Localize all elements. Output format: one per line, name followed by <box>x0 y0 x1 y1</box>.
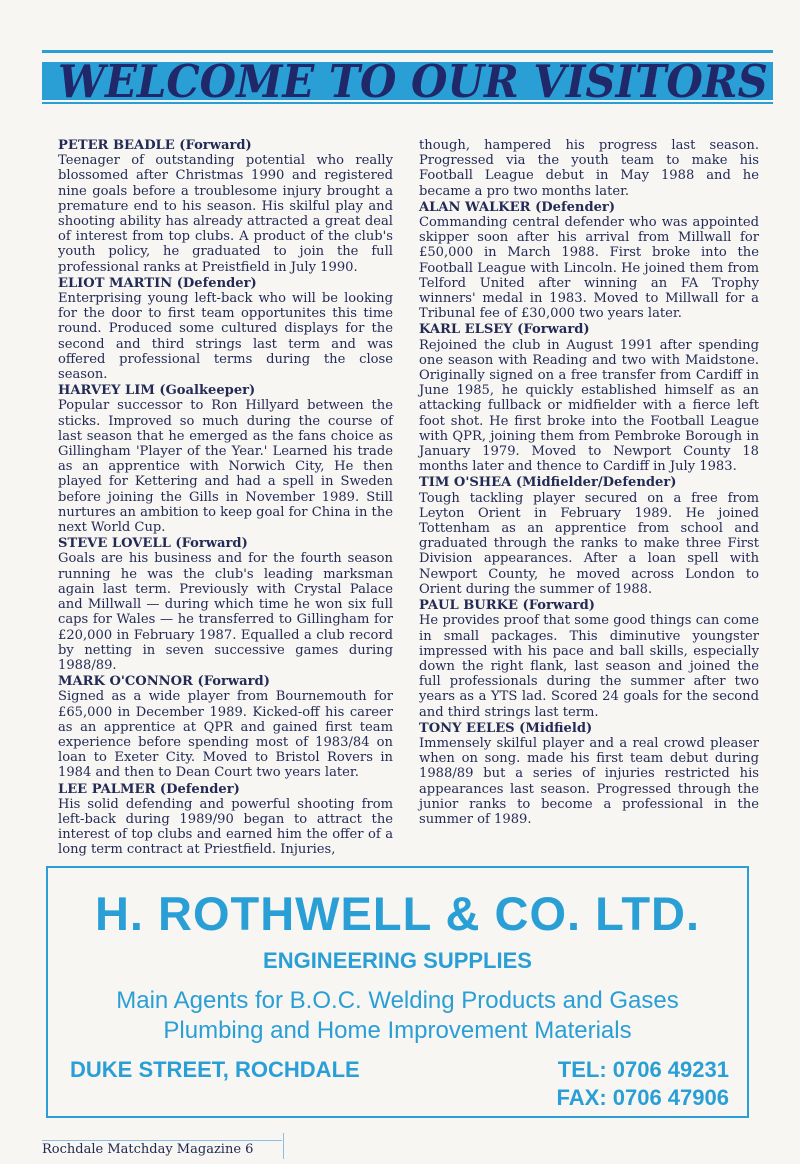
advert-company-name: H. ROTHWELL & CO. LTD. <box>94 887 701 940</box>
player-entry <box>58 276 393 382</box>
player-bio: Tough tackling player secured on a free from Leyton Orient in February 1989. He joined Tottenham as an apprentice from school and graduated through the ranks to make three First Division appearances. After a loan spell with Newport County, he moved across London to Orient during the summer of 1988. <box>419 490 759 597</box>
advert-line-plumbing: Plumbing and Home Improvement Materials <box>163 1017 632 1044</box>
player-bio: Goals are his business and for the fourth season running he was the club's leading marksman again last term. Previously with Crystal Palace and Millwall — during which time he won six full caps for Wales — he transferred to Gillingham for £20,000 in February 1987. Equalled a club record by netting in seven successive games during 1988/89. <box>58 551 393 673</box>
player-entry <box>58 138 393 275</box>
title-banner <box>42 50 773 108</box>
player-entry <box>58 383 393 535</box>
player-heading: PAUL BURKE (Forward) <box>419 598 595 614</box>
player-bio: Commanding central defender who was appointed skipper soon after his arrival from Millwall for £50,000 in March 1988. First broke into the Football League with Lincoln. He joined them from Telford United after winning an FA Trophy winners' medal in 1983. Moved to Millwall for a Tribunal fee of £30,000 two years later. <box>419 215 759 322</box>
player-heading: PETER BEADLE (Forward) <box>58 138 252 153</box>
player-bio: He provides proof that some good things can come in small packages. This diminutive youngster impressed with his pace and ball skills, especially down the right flank, last season and joined the full professionals during the summer after two years as a YTS lad. Scored 24 goals for the second and third strings last term. <box>419 613 759 720</box>
footer-rule <box>42 1140 282 1141</box>
advert-tagline: ENGINEERING SUPPLIES <box>263 948 532 973</box>
right-column <box>419 138 759 828</box>
left-column <box>58 138 393 859</box>
player-bio: though, hampered his progress last season. Progressed via the youth team to make his Football League debut in May 1988 and he became a pro two months later. <box>419 138 759 199</box>
player-bio: His solid defending and powerful shooting from left-back during 1989/90 began to attract the interest of top clubs and earned him the offer of a long term contract at Priestfield. Injuries, <box>58 796 393 858</box>
advertisement <box>46 866 749 1118</box>
player-bio: Rejoined the club in August 1991 after spending one season with Reading and two with Maidstone. Originally signed on a free transfer from Cardiff in June 1985, he quickly established himself as an attacking fullback or midfielder with a fierce left foot shot. He first broke into the Football League with QPR, joining them from Pembroke Borough in January 1979. Moved to Newport County 18 months later and thence to Cardiff in July 1983. <box>419 337 759 475</box>
player-entry <box>58 782 393 858</box>
player-bio: Popular successor to Ron Hillyard between the sticks. Improved so much during the course of last season that he emerged as the fans choice as Gillingham 'Player of the Year.' Learned his trade as an apprentice with Norwich City, He then played for Kettering and had a spell in Sweden before joining the Gills in November 1989. Still nurtures an ambition to keep goal for China in the next World Cup. <box>58 398 393 536</box>
player-heading: ALAN WALKER (Defender) <box>419 199 616 215</box>
player-entry <box>419 475 759 597</box>
player-heading: KARL ELSEY (Forward) <box>419 322 590 338</box>
player-entry <box>419 322 759 474</box>
player-bio: Teenager of outstanding potential who really blossomed after Christmas 1990 and registered nine goals before a troublesome injury brought a premature end to his season. His skilful play and shooting ability has already attracted a great deal of interest from top clubs. A product of the club's youth policy, he graduated to join the full professional ranks at Preistfield in July 1990. <box>58 153 393 275</box>
player-heading: ELIOT MARTIN (Defender) <box>58 275 257 291</box>
footer-rule-vertical <box>283 1133 284 1159</box>
player-bio: Enterprising young left-back who will be looking for the door to first team opportunites this time round. Produced some cultured displays for the second and third strings last term and was offered professional terms during the close season. <box>58 291 393 383</box>
player-heading: LEE PALMER (Defender) <box>58 781 240 797</box>
player-bio: Immensely skilful player and a real crowd pleaser when on song. made his first team debut during 1988/89 but a series of injuries restricted his appearances last season. Progressed through the junior ranks to become a professional in the summer of 1989. <box>419 735 759 827</box>
player-entry <box>58 536 393 673</box>
page-footer: Rochdale Matchday Magazine 6 <box>42 1142 254 1157</box>
advert-address: DUKE STREET, ROCHDALE <box>70 1057 360 1082</box>
player-heading: TIM O'SHEA (Midfielder/Defender) <box>419 475 677 491</box>
player-heading: HARVEY LIM (Goalkeeper) <box>58 383 256 399</box>
advert-line-welding: Main Agents for B.O.C. Welding Products and Gases <box>116 987 679 1014</box>
player-entry <box>419 598 759 720</box>
advert-fax: FAX: 0706 47906 <box>556 1085 729 1110</box>
player-heading: TONY EELES (Midfield) <box>419 720 593 736</box>
player-entry-continued <box>419 138 759 199</box>
advert-telephone: TEL: 0706 49231 <box>557 1057 729 1082</box>
player-entry <box>419 721 759 827</box>
player-heading: STEVE LOVELL (Forward) <box>58 536 248 552</box>
player-entry <box>58 674 393 780</box>
player-bio: Signed as a wide player from Bournemouth for £65,000 in December 1989. Kicked-off his career as an apprentice at QPR and gained first team experience before spending most of 1983/84 on loan to Exeter City. Moved to Bristol Rovers in 1984 and then to Dean Court two years later. <box>58 689 393 781</box>
player-heading: MARK O'CONNOR (Forward) <box>58 674 270 690</box>
player-entry <box>419 200 759 322</box>
article-columns <box>58 138 759 858</box>
page-title: WELCOME TO OUR VISITORS <box>58 55 768 108</box>
